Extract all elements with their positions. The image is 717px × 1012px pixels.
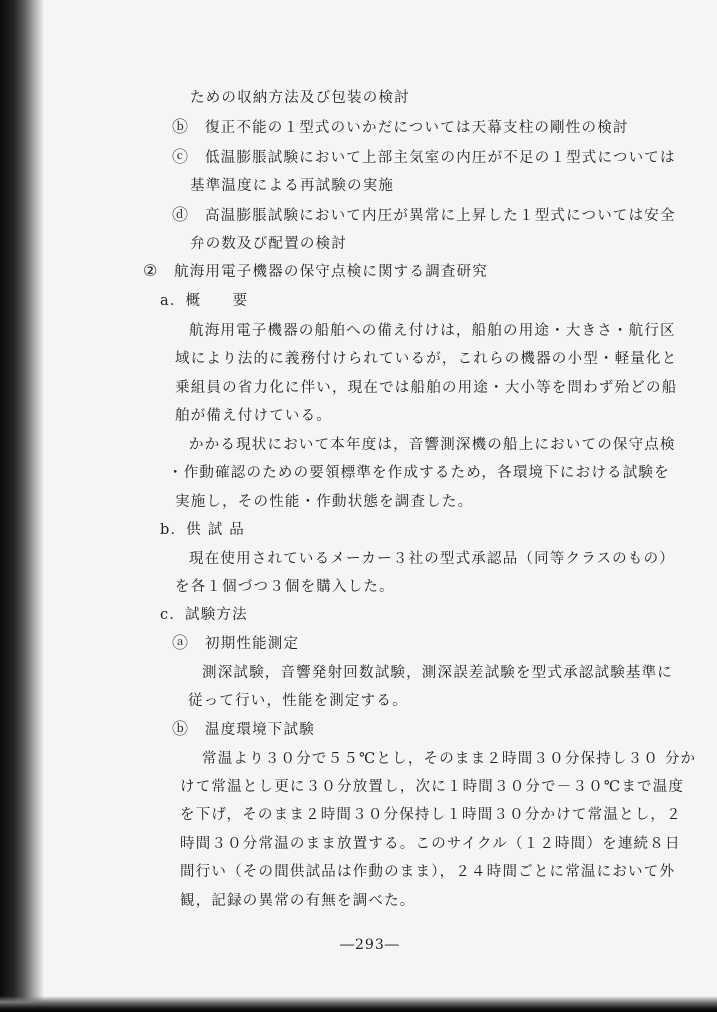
item-marker: ⓑ: [172, 117, 189, 136]
text-line: 舶が備え付けている。: [175, 408, 332, 424]
text-line: 実施し，その性能・作動状態を調査した。: [175, 494, 474, 510]
text-line: けて常温とし更に３０分放置し，次に１時間３０分で－３０℃まで温度: [180, 779, 685, 795]
text-line: ための収納方法及び包装の検討: [190, 90, 410, 106]
text-line: 高温膨脹試験において内圧が異常に上昇した１型式については安全: [205, 208, 676, 224]
text-line: 測深試験，音響発射回数試験，測深誤差試験を型式承認試験基準に: [202, 665, 673, 681]
text-line: 間行い（その間供試品は作動のまま），２４時間ごとに常温において外: [180, 864, 676, 880]
text-line: 基準温度による再試験の実施: [190, 178, 395, 194]
section-marker: ②: [143, 261, 158, 280]
text-line: 域により法的に義務付けられているが，これらの機器の小型・軽量化と: [175, 351, 678, 367]
binding-shadow: [0, 0, 44, 1012]
item-marker: ⓑ: [172, 719, 189, 738]
item-marker: ⓐ: [172, 633, 189, 652]
text-line: 低温膨脹試験において上部主気室の内圧が不足の１型式については: [205, 150, 676, 166]
text-line: を各１個づつ３個を購入した。: [175, 579, 395, 595]
text-line: 弁の数及び配置の検討: [190, 236, 347, 252]
item-heading: 初期性能測定: [205, 636, 300, 652]
text-line: 時間３０分常温のまま放置する。このサイクル（１２時間）を連続８日: [180, 836, 681, 852]
subsection-heading: a．概 要: [160, 293, 249, 309]
page-number: ―293―: [340, 937, 400, 953]
subsection-heading: b．供 試 品: [160, 522, 245, 538]
text-line: 現在使用されているメーカー３社の型式承認品（同等クラスのもの）: [189, 551, 675, 567]
text-line: かかる現状において本年度は，音響測深機の船上においての保守点検: [189, 437, 676, 453]
text-line: ・作動確認のための要領標準を作成するため，各環境下における試験を: [168, 465, 670, 481]
text-line: 従って行い，性能を測定する。: [188, 693, 408, 709]
item-heading: 温度環境下試験: [205, 722, 315, 738]
text-line: 航海用電子機器の船舶への備え付けは，船舶の用途・大きさ・航行区: [189, 323, 676, 339]
text-line: 観，記録の異常の有無を調べた。: [180, 893, 416, 909]
subsection-heading: c．試験方法: [160, 607, 248, 623]
item-marker: ⓓ: [172, 205, 189, 224]
text-line: 復正不能の１型式のいかだについては天幕支柱の剛性の検討: [205, 120, 629, 136]
text-line: を下げ，そのまま２時間３０分保持し１時間３０分かけて常温とし，２: [180, 807, 682, 823]
section-heading: 航海用電子機器の保守点検に関する調査研究: [174, 264, 488, 280]
text-line: 乗組員の省力化に伴い，現在では船舶の用途・大小等を問わず殆どの船: [175, 380, 678, 396]
text-line: 常温より３０分で５５℃とし，そのまま２時間３０分保持し３０ 分か: [202, 751, 697, 767]
item-marker: ⓒ: [172, 147, 189, 166]
bottom-shadow: [0, 996, 717, 1012]
